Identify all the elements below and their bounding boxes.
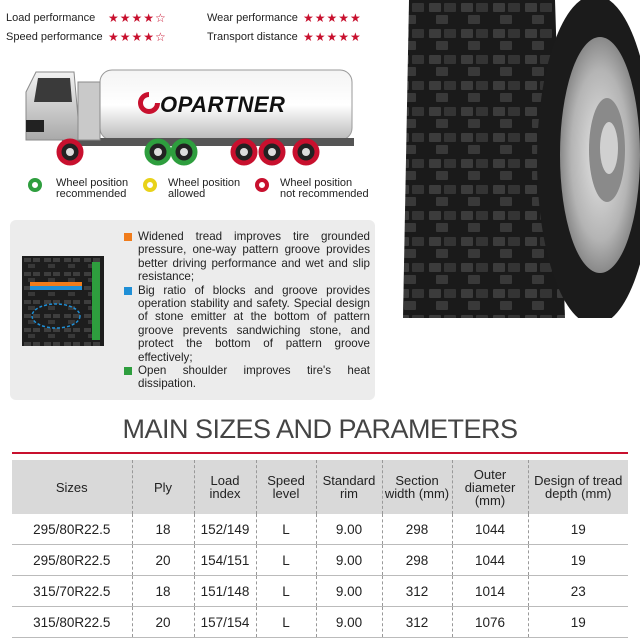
- header-ply: Ply: [132, 460, 194, 514]
- cell: 19: [528, 514, 628, 545]
- cell: 9.00: [316, 545, 382, 576]
- brand-logo-icon: [136, 90, 162, 116]
- cell: 298: [382, 545, 452, 576]
- rating-label-load: Load performance: [6, 12, 96, 24]
- cell: L: [256, 607, 316, 638]
- table-row: [12, 576, 628, 607]
- cell: L: [256, 514, 316, 545]
- cell: 20: [132, 545, 194, 576]
- table-row: [12, 545, 628, 576]
- cell: 157/154: [194, 607, 256, 638]
- header-tread-depth: Design of tread depth (mm): [528, 460, 628, 514]
- feature-item: Open shoulder improves tire's heat dissipation.: [124, 364, 370, 391]
- table-row: [12, 607, 628, 638]
- rating-stars-wear: ★★★★★: [303, 11, 362, 25]
- legend-ring-not-recommended-icon: [255, 178, 269, 192]
- legend-allowed: Wheel position allowed: [168, 177, 241, 200]
- feature-item: Widened tread improves tire grounded pressure, one-way pattern groove provides better driving performance and wet and slip resistance;: [124, 230, 370, 284]
- feature-item: Big ratio of blocks and groove provides operation stability and safety. Special design of stone emitter at the bottom of pattern groove prevents sandwiching stone, and protect the bottom of pattern groove effectively;: [124, 284, 370, 364]
- table-header-row: [12, 460, 628, 514]
- cell: 315/70R22.5: [12, 576, 132, 607]
- blue-square-icon: [124, 287, 132, 295]
- legend-not-recommended: Wheel position not recommended: [280, 177, 369, 200]
- cell: 312: [382, 576, 452, 607]
- header-standard-rim: Standard rim: [316, 460, 382, 514]
- header-outer-diameter: Outer diameter (mm): [452, 460, 528, 514]
- rating-stars-load: ★★★★☆: [108, 11, 167, 25]
- table-top-rule: [12, 452, 628, 454]
- cell: 19: [528, 607, 628, 638]
- cell: 312: [382, 607, 452, 638]
- cell: 18: [132, 576, 194, 607]
- cell: 9.00: [316, 576, 382, 607]
- parameters-table: [12, 460, 628, 638]
- cell: 295/80R22.5: [12, 545, 132, 576]
- rating-stars-transport: ★★★★★: [303, 30, 362, 44]
- cell: 154/151: [194, 545, 256, 576]
- cell: 1044: [452, 545, 528, 576]
- cell: 19: [528, 545, 628, 576]
- tire-image: [395, 0, 640, 318]
- rating-label-speed: Speed performance: [6, 31, 103, 43]
- cell: 315/80R22.5: [12, 607, 132, 638]
- cell: 20: [132, 607, 194, 638]
- green-square-icon: [124, 367, 132, 375]
- cell: 1014: [452, 576, 528, 607]
- orange-square-icon: [124, 233, 132, 241]
- brand-name: OPARTNER: [160, 92, 286, 117]
- cell: 298: [382, 514, 452, 545]
- cell: 23: [528, 576, 628, 607]
- legend-ring-allowed-icon: [143, 178, 157, 192]
- cell: 9.00: [316, 514, 382, 545]
- header-load-index: Load index: [194, 460, 256, 514]
- rating-label-wear: Wear performance: [207, 12, 298, 24]
- header-sizes: Sizes: [12, 460, 132, 514]
- main-title: MAIN SIZES AND PARAMETERS: [122, 414, 518, 444]
- cell: 18: [132, 514, 194, 545]
- legend-recommended: Wheel position recommended: [56, 177, 129, 200]
- features-list: [124, 230, 370, 391]
- tread-pattern-icon: [22, 256, 104, 346]
- cell: 295/80R22.5: [12, 514, 132, 545]
- cell: 9.00: [316, 607, 382, 638]
- rating-label-transport: Transport distance: [207, 31, 298, 43]
- table-row: [12, 514, 628, 545]
- rating-stars-speed: ★★★★☆: [108, 30, 167, 44]
- cell: 152/149: [194, 514, 256, 545]
- cell: L: [256, 545, 316, 576]
- header-section-width: Section width (mm): [382, 460, 452, 514]
- parameters-table-wrap: [12, 460, 628, 638]
- header-speed-level: Speed level: [256, 460, 316, 514]
- legend-ring-recommended-icon: [28, 178, 42, 192]
- cell: 1076: [452, 607, 528, 638]
- cell: 151/148: [194, 576, 256, 607]
- cell: 1044: [452, 514, 528, 545]
- cell: L: [256, 576, 316, 607]
